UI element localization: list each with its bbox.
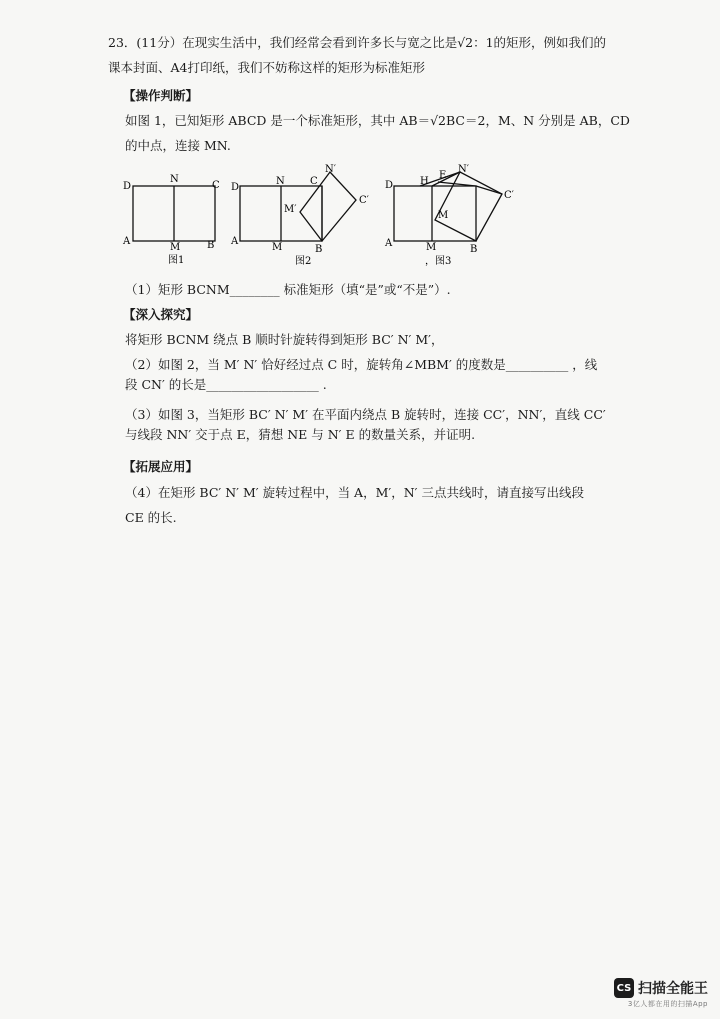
fig2-label-N: N: [276, 176, 285, 187]
fig2-caption: 图2: [295, 256, 312, 267]
fig2-label-Nprime: N′: [325, 164, 337, 175]
fig3-label-H: H: [420, 176, 429, 187]
given-line1: 如图 1，已知矩形 ABCD 是一个标准矩形，其中 AB＝√2BC＝2，M、N 分别是 AB，CD: [125, 113, 630, 128]
section-operation-heading: 【操作判断】: [123, 88, 199, 103]
figure-3: [380, 160, 520, 270]
fig3-label-B: B: [470, 244, 478, 255]
question-3-line2: 与线段 NN′ 交于点 E，猜想 NE 与 N′ E 的数量关系，并证明.: [125, 427, 476, 442]
fig3-label-D: D: [385, 180, 394, 191]
fig1-label-C: C: [212, 180, 220, 191]
fig2-label-B: B: [315, 244, 323, 255]
figure-1: [120, 170, 230, 265]
fig1-caption: 图1: [168, 255, 185, 265]
section-explore-heading: 【深入探究】: [123, 307, 199, 322]
fig3-label-E: E: [439, 170, 447, 181]
fig2-label-C: C: [310, 176, 318, 187]
watermark-tagline: 3亿人都在用的扫描App: [627, 1000, 708, 1008]
watermark-app-name: 扫描全能王: [638, 981, 708, 997]
given-line2: 的中点，连接 MN.: [125, 138, 231, 153]
section-extend-heading: 【拓展应用】: [123, 459, 199, 474]
fig1-label-N: N: [170, 174, 179, 185]
question-4-line1: （4）在矩形 BC′ N′ M′ 旋转过程中，当 A，M′，N′ 三点共线时，请直接写出线段: [125, 485, 584, 500]
scanner-watermark: [614, 978, 708, 1009]
question-1: （1）矩形 BCNM________ 标准矩形（填“是”或“不是”）.: [125, 282, 451, 297]
fig2-label-Cprime: C′: [359, 195, 369, 206]
rotate-statement: 将矩形 BCNM 绕点 B 顺时针旋转得到矩形 BC′ N′ M′，: [125, 332, 444, 347]
fig1-label-B: B: [207, 240, 215, 251]
fig3-label-A: A: [385, 238, 393, 249]
problem-intro-line2: 课本封面、A4打印纸，我们不妨称这样的矩形为标准矩形: [108, 60, 425, 75]
fig2-label-Mprime: M′: [284, 204, 297, 215]
fig1-label-A: A: [123, 236, 131, 247]
fig2-label-A: A: [231, 236, 239, 247]
problem-intro-line1: 23．(11分）在现实生活中，我们经常会看到许多长与宽之比是√2：1的矩形，例如我们的: [108, 35, 607, 50]
question-2-line1: （2）如图 2，当 M′ N′ 恰好经过点 C 时，旋转角∠MBM′ 的度数是__________ ，线: [125, 357, 598, 372]
question-2-line2: 段 CN′ 的长是__________________ .: [125, 377, 327, 392]
fig3-label-M-rotated: M: [438, 210, 449, 221]
fig3-label-M: M: [426, 242, 437, 253]
fig2-label-M: M: [272, 242, 283, 253]
fig1-label-D: D: [123, 181, 132, 192]
fig3-caption: ，图3: [425, 256, 452, 267]
fig3-label-Nprime: N′: [458, 164, 470, 175]
figure-2: [228, 160, 378, 268]
fig3-label-Cprime: C′: [504, 190, 514, 201]
camscanner-logo-icon: CS: [614, 978, 634, 998]
question-4-line2: CE 的长.: [125, 510, 177, 525]
fig2-label-D: D: [231, 182, 240, 193]
fig1-label-M: M: [170, 242, 181, 253]
question-3-line1: （3）如图 3，当矩形 BC′ N′ M′ 在平面内绕点 B 旋转时，连接 CC′，NN′，直线 CC′: [125, 407, 606, 422]
